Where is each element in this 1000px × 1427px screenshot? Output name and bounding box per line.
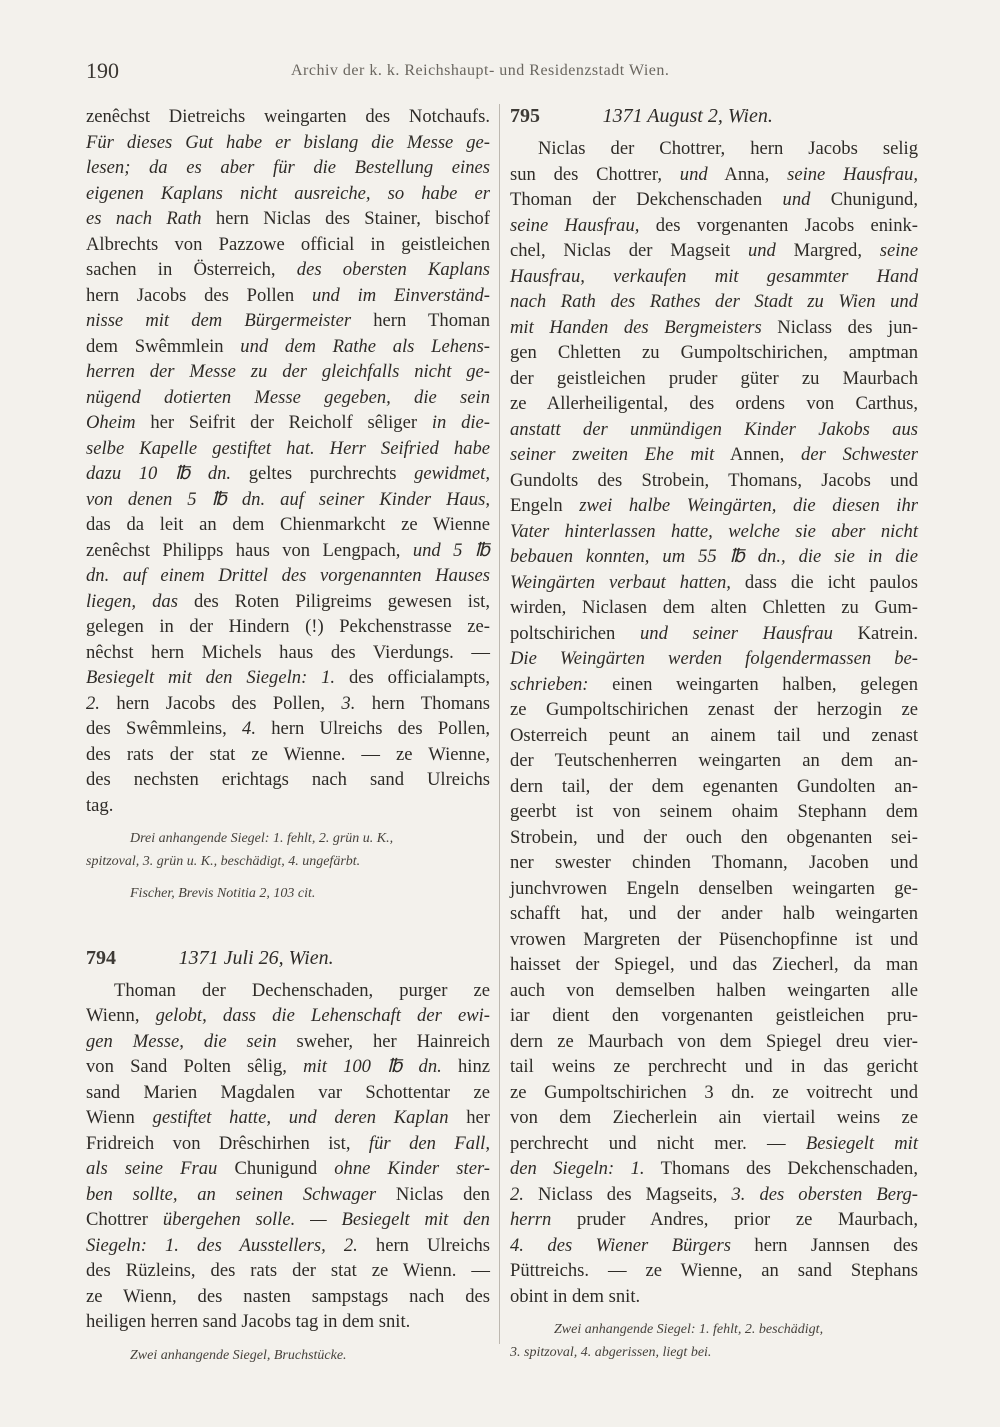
text-run: Niclass des jun- [761, 316, 918, 338]
italic-run: 4. [242, 718, 256, 739]
text-line [86, 1105, 490, 1131]
text-run: Chunigund, [810, 189, 918, 210]
text-run: Wienn [86, 1107, 153, 1128]
italic-run: lesen; da es aber für die Bestellung eines [86, 157, 490, 178]
text-line [86, 1284, 490, 1310]
text-line [510, 901, 918, 927]
seal-note-line: Zwei anhangende Siegel: 1. fehlt, 2. beschädigt, [554, 1322, 824, 1337]
italic-run: in die- [431, 412, 490, 433]
italic-run: gelobt, dass die Lehenschaft der ewi- [155, 1005, 490, 1026]
text-line [510, 774, 918, 800]
text-run: perchrecht und nicht mer. — [510, 1132, 806, 1154]
italic-run: übergehen solle. — Besiegelt mit den [162, 1209, 490, 1230]
text-run: des vorgenanten Jacobs enink- [639, 214, 918, 236]
italic-run: herrn [510, 1209, 552, 1230]
text-run: pruder Andres, prior ze Maurbach, [551, 1209, 918, 1230]
text-run: Albrechts von Pazzowe official in geistleichen [86, 233, 490, 255]
text-line [86, 1207, 490, 1233]
italic-run: es nach Rath [86, 208, 202, 229]
text-run: hern Jacobs des Pollen, [99, 692, 342, 714]
text-line [86, 359, 490, 385]
right-column [510, 104, 918, 1364]
text-line [510, 289, 918, 315]
text-run: Engeln [510, 495, 580, 516]
text-line [510, 1258, 918, 1284]
italic-run: ohne Kinder ster- [334, 1158, 490, 1179]
running-title: Archiv der k. k. Reichshaupt- und Residenzstadt Wien. [291, 62, 670, 79]
text-run: hern Ulreichs [357, 1234, 491, 1256]
text-line [86, 334, 490, 360]
text-line [510, 1003, 918, 1029]
text-line [510, 850, 918, 876]
text-run: Strobein, und der ouch den obgenanten sei- [510, 826, 918, 848]
italic-run: zwei halbe Weingärten, die diesen ihr [579, 495, 918, 516]
italic-run: eigenen Kaplans nicht ausreiche, so habe er [86, 182, 490, 204]
italic-run: nach Rath des Rathes der Stadt zu Wien und [510, 291, 918, 312]
italic-run: herren der Messe zu der gleichfalls nicht ge- [86, 361, 490, 382]
italic-run: Siegeln: 1. des Ausstellers, 2. [86, 1234, 358, 1256]
text-line [86, 665, 490, 691]
text-line [86, 257, 490, 283]
italic-run: von denen 5 ℔ dn. auf seiner Kinder Haus, [86, 488, 490, 510]
text-line [510, 723, 918, 749]
text-line [510, 238, 918, 264]
text-run: chel, Niclas der Magseit [510, 240, 748, 261]
italic-run: schrieben: [510, 673, 589, 695]
entry-794-header [86, 946, 490, 978]
italic-run: 4. des Wiener Bürgers [510, 1234, 731, 1256]
italic-run: nügend dotierten Messe gegeben, die sein [86, 386, 490, 408]
text-line [86, 614, 490, 640]
text-line [86, 691, 490, 717]
text-run: heiligen herren sand Jacobs tag in dem snit. [86, 1311, 411, 1332]
text-run: sand Marien Magdalen var Schottentar ze [86, 1081, 490, 1103]
text-run: des nechsten erichtags nach sand Ulreichs [86, 769, 490, 790]
text-run: ze Wienn, des nasten sampstags nach des [86, 1285, 490, 1307]
italic-run: Die Weingärten werden folgendermassen be- [510, 648, 918, 669]
text-run: Wienn, [86, 1005, 156, 1026]
text-run: hinz [441, 1056, 490, 1077]
text-run: iar dient den vorgenanten geistleichen pru- [510, 1005, 918, 1026]
italic-run: seine Hausfrau, [510, 214, 640, 236]
text-line [86, 538, 490, 564]
text-run: dern ze Maurbach von dem Spiegel dreu vier- [510, 1030, 918, 1052]
italic-run: dn. auf einem Drittel des vorgenannten Hauses [86, 565, 490, 586]
text-line [86, 716, 490, 742]
text-run: des Swêmmleins, [86, 718, 243, 739]
text-line [86, 1029, 490, 1055]
text-run: ner swester chinden Thomann, Jacoben und [510, 852, 918, 873]
italic-run: mit 100 ℔ dn. [303, 1056, 442, 1077]
text-line [510, 825, 918, 851]
text-line [86, 640, 490, 666]
entry-794-text [86, 978, 490, 1335]
text-run: dern tail, der dem egenanten Gundolten an- [510, 775, 918, 797]
text-run: Niclass des Magseits, [523, 1183, 732, 1205]
text-run: hern Thoman [351, 310, 491, 331]
entry-date: 1371 Juli 26, Wien. [178, 946, 334, 969]
text-line [510, 697, 918, 723]
page-header [86, 58, 892, 88]
text-line [510, 162, 918, 188]
italic-run: Hausfrau, verkaufen mit gesammter Hand [510, 265, 918, 287]
text-line [86, 563, 490, 589]
text-run: Chunigund [217, 1158, 335, 1179]
text-line [86, 283, 490, 309]
text-line [510, 978, 918, 1004]
text-line [86, 512, 490, 538]
text-line [510, 442, 918, 468]
italic-run: gewidmet, [414, 463, 490, 484]
text-run: hern Niclas des Stainer, bischof [201, 208, 490, 229]
text-line [86, 385, 490, 411]
text-run: tag. [86, 794, 114, 816]
text-run: zenêchst Philipps haus von Lengpach, [86, 539, 413, 561]
text-line [510, 1029, 918, 1055]
italic-run: 3. [341, 692, 356, 714]
text-run: dass die icht paulos [730, 571, 918, 593]
text-line [86, 155, 490, 181]
text-run: Thomans des Dekchenschaden, [644, 1158, 918, 1179]
text-run: ze Gumpoltschirichen zenast der herzogin ze [510, 699, 918, 720]
text-run: ze Gumpoltschirichen 3 dn. ze voitrecht und [510, 1081, 918, 1103]
text-line [510, 1233, 918, 1259]
italic-run: und [747, 240, 776, 261]
italic-run: und im Einverständ- [311, 284, 490, 306]
text-line [86, 461, 490, 487]
italic-run: nisse mit dem Bürgermeister [86, 310, 352, 331]
italic-run: mit Handen des Bergmeisters [510, 316, 762, 338]
text-run: schafft hat, und der ander halb weingarten [510, 903, 918, 924]
text-line [86, 742, 490, 768]
text-run: der geistleichen pruder güter zu Maurbach [510, 367, 918, 389]
italic-run: für den Fall, [368, 1132, 490, 1154]
italic-run: den Siegeln: 1. [510, 1158, 645, 1179]
text-run: Osterreich peunt an ainem tail und zenast [510, 724, 918, 746]
entry-number: 795 [510, 105, 540, 127]
text-line [510, 1156, 918, 1182]
text-run: Gundolts des Strobein, Thomans, Jacobs und [510, 469, 918, 491]
text-line [86, 978, 490, 1004]
text-line [510, 799, 918, 825]
italic-run: 2. [510, 1183, 524, 1205]
italic-run: Oheim [86, 412, 136, 433]
italic-run: seiner zweiten Ehe mit [510, 444, 715, 465]
text-run: geltes purchrechts [231, 463, 415, 484]
italic-run: Besiegelt mit den Siegeln: 1. [86, 667, 336, 688]
text-run: hern Thomans [355, 692, 490, 714]
text-line [510, 366, 918, 392]
column-divider [499, 104, 500, 1344]
text-run: sachen in Österreich, [86, 259, 297, 280]
page-number: 190 [86, 58, 119, 83]
entry-number: 794 [86, 946, 116, 969]
text-line [510, 493, 918, 519]
text-run: Katrein. [832, 622, 918, 644]
italic-run: und 5 ℔ [412, 539, 490, 561]
text-run: Chottrer [86, 1209, 163, 1230]
text-line [510, 213, 918, 239]
text-line [86, 104, 490, 130]
text-run: sun des Chottrer, [510, 163, 680, 185]
text-line [510, 621, 918, 647]
text-line [510, 519, 918, 545]
text-line [510, 1054, 918, 1080]
italic-run: und [679, 163, 708, 185]
entry-date: 1371 August 2, Wien. [602, 105, 773, 127]
text-run: Annen, [714, 444, 802, 465]
text-run: Fridreich von Drêschirhen ist, [86, 1132, 369, 1154]
text-line [86, 410, 490, 436]
italic-run: als seine Frau [86, 1158, 218, 1179]
text-line [510, 876, 918, 902]
text-line [86, 1080, 490, 1106]
text-line [510, 417, 918, 443]
text-run: Niclas den [376, 1183, 490, 1205]
text-run: Margred, [775, 240, 880, 261]
text-run: junchvrowen Engeln denselben weingarten ge- [510, 877, 918, 899]
text-line [510, 646, 918, 672]
text-run: von dem Ziecherlein ain viertail weins ze [510, 1107, 918, 1128]
text-line [510, 595, 918, 621]
italic-run: liegen, das [86, 590, 178, 612]
text-run: des Rüzleins, des rats der stat ze Wienn. — [86, 1260, 490, 1281]
text-line [510, 264, 918, 290]
italic-run: Besiegelt mit [805, 1132, 918, 1154]
italic-run: des obersten Kaplans [296, 259, 490, 280]
seal-note-line: 3. spitzoval, 4. abgerissen, liegt bei. [510, 1344, 712, 1360]
text-run: zenêchst Dietreichs weingarten des Notchaufs. [86, 106, 490, 127]
text-run: nêchst hern Michels haus des Vierdungs. — [86, 641, 490, 663]
text-run: einen weingarten halben, gelegen [588, 673, 918, 695]
text-line [86, 1233, 490, 1259]
italic-run: gestiftet hatte, und deren Kaplan [152, 1107, 449, 1128]
text-run: gelegen in der Hindern (!) Pekchenstrasse ze- [86, 616, 490, 637]
italic-run: dazu 10 ℔ dn. [86, 463, 232, 484]
text-run: das da leit an dem Chienmarkcht ze Wienne [86, 514, 490, 535]
italic-run: Vater hinterlassen hatte, welche sie aber nicht [510, 520, 918, 542]
text-line [510, 952, 918, 978]
text-line [86, 1131, 490, 1157]
text-line [86, 181, 490, 207]
text-line [510, 1284, 918, 1310]
text-run: poltschirichen [510, 622, 640, 644]
text-line [86, 1156, 490, 1182]
text-run: hern Ulreichs des Pollen, [255, 718, 491, 739]
text-line [86, 767, 490, 793]
source-note: Fischer, Brevis Notitia 2, 103 cit. [130, 886, 316, 901]
text-run: wirden, Niclasen dem alten Chletten zu Gum- [510, 597, 918, 618]
text-line [510, 136, 918, 162]
text-line [510, 391, 918, 417]
text-run: des rats der stat ze Wienne. — ze Wienne, [86, 743, 490, 765]
text-line [510, 570, 918, 596]
text-run: hern Jacobs des Pollen [86, 284, 312, 306]
text-line [86, 232, 490, 258]
seal-note-line: Drei anhangende Siegel: 1. fehlt, 2. grün u. K., [130, 831, 394, 846]
text-line [510, 927, 918, 953]
text-run: tail weins ze perchrecht und in das gericht [510, 1056, 918, 1077]
text-line [510, 1182, 918, 1208]
italic-run: und seiner Hausfrau [640, 622, 833, 644]
text-line [86, 1309, 490, 1335]
italic-run: ben sollte, an seinen Schwager [86, 1183, 377, 1205]
text-line [86, 487, 490, 513]
text-run: Püttreichs. — ze Wienne, an sand Stephans [510, 1260, 918, 1281]
text-run: haisset der Spiegel, und das Ziecherl, da man [510, 954, 918, 975]
italic-run: gen Messe, die sein [86, 1030, 277, 1052]
left-column [86, 104, 490, 1367]
text-line [510, 187, 918, 213]
italic-run: und [782, 189, 811, 210]
text-line [86, 206, 490, 232]
text-run: sweher, her Hainreich [276, 1030, 490, 1052]
text-run: des officialampts, [335, 667, 490, 688]
text-line [510, 1207, 918, 1233]
text-line [86, 1054, 490, 1080]
text-run: Niclas der Chottrer, hern Jacobs selig [538, 138, 918, 159]
text-line [86, 1182, 490, 1208]
italic-run: der Schwester [801, 444, 918, 465]
text-run: von Sand Polten sêlig, [86, 1056, 304, 1077]
text-run: auch von demselben halben weingarten alle [510, 979, 918, 1001]
text-line [86, 793, 490, 819]
italic-run: seine Hausfrau, [787, 163, 918, 185]
italic-run: Weingärten verbaut hatten, [510, 571, 731, 593]
text-line [510, 1080, 918, 1106]
text-run: ze Allerheiligental, des ordens von Carthus, [510, 393, 918, 414]
text-line [86, 130, 490, 156]
text-run: Anna, [707, 163, 788, 185]
italic-run: Für dieses Gut habe er bislang die Messe ge- [86, 131, 490, 153]
text-line [510, 1131, 918, 1157]
text-line [86, 436, 490, 462]
text-line [510, 468, 918, 494]
text-line [510, 340, 918, 366]
text-line [510, 544, 918, 570]
text-line [510, 1105, 918, 1131]
text-line [86, 308, 490, 334]
text-run: hern Jannsen des [730, 1234, 918, 1256]
italic-run: seine [879, 240, 918, 261]
seal-note: Zwei anhangende Siegel, Bruchstücke. [130, 1347, 347, 1363]
text-run: vrowen Margreten der Püsenchopfinne ist und [510, 928, 918, 950]
italic-run: 2. [86, 692, 100, 714]
text-line [86, 1003, 490, 1029]
entry-795-text [510, 136, 918, 1309]
entry-795-header [510, 104, 918, 136]
italic-run: anstatt der unmündigen Kinder Jakobs aus [510, 418, 918, 440]
text-run: gen Chletten zu Gumpoltschirichen, amptman [510, 342, 918, 363]
text-run: Thoman der Dechenschaden, purger ze [114, 979, 490, 1001]
italic-run: 3. des obersten Berg- [731, 1183, 919, 1205]
italic-run: selbe Kapelle gestiftet hat. Herr Seifried habe [86, 437, 490, 459]
text-run: her Seifrit der Reicholf sêliger [135, 412, 432, 433]
text-run: obint in dem snit. [510, 1285, 641, 1307]
seal-note-line: spitzoval, 3. grün u. K., beschädigt, 4. ungefärbt. [86, 853, 361, 869]
text-run: des Roten Piligreims gewesen ist, [177, 590, 490, 612]
text-line [510, 672, 918, 698]
text-line [510, 315, 918, 341]
italic-run: bebauen konnten, um 55 ℔ dn., die sie in die [510, 546, 918, 567]
entry-793-continuation [86, 104, 490, 818]
text-line [86, 589, 490, 615]
text-run: der Teutschenherren weingarten an dem an- [510, 750, 918, 771]
text-run: her [448, 1107, 490, 1128]
text-run: dem Swêmmlein [86, 335, 241, 357]
italic-run: und dem Rathe als Lehens- [240, 335, 490, 357]
text-line [510, 748, 918, 774]
text-line [86, 1258, 490, 1284]
text-run: Thoman der Dekchenschaden [510, 189, 783, 210]
text-run: geerbt ist von seinem ohaim Stephann dem [510, 801, 918, 822]
